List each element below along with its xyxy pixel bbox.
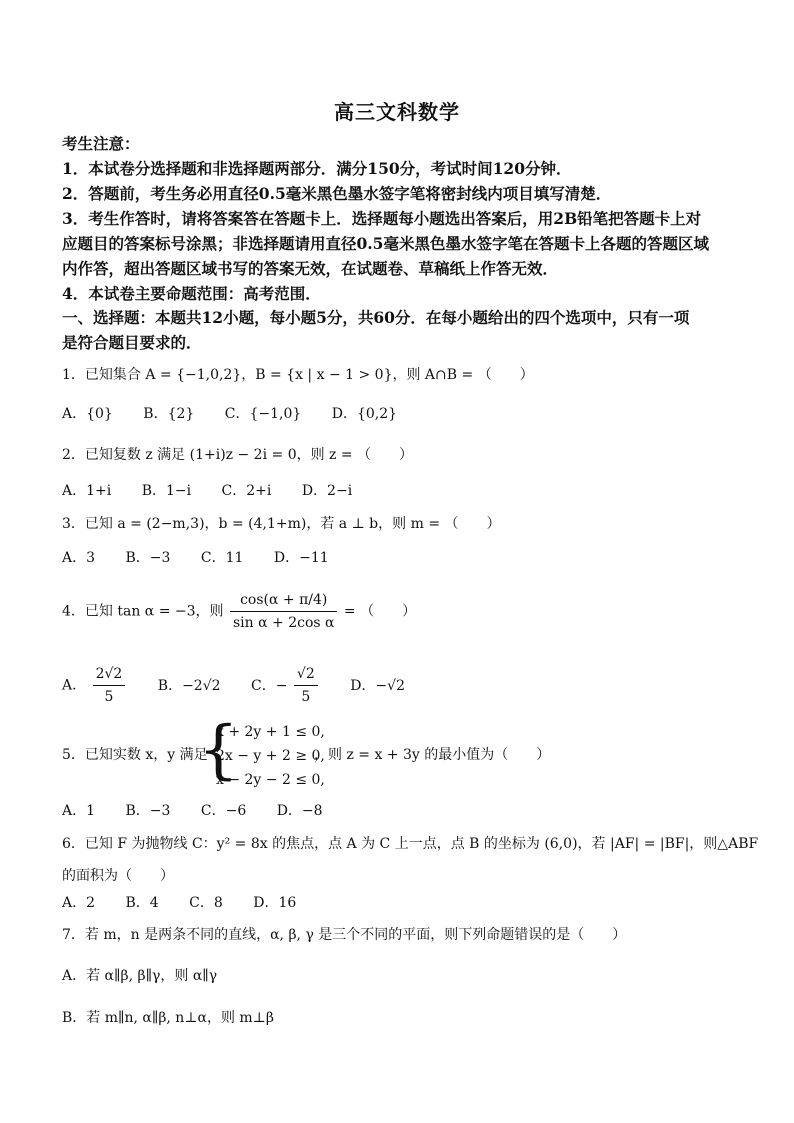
option-a: A．3 — [62, 550, 96, 566]
option-c: C．11 — [200, 550, 244, 566]
option-d: D．−√2 — [350, 677, 405, 694]
question-4-stem-post: = （ ） — [343, 603, 417, 620]
notice-item-4: 4．本试卷主要命题范围：高考范围． — [62, 284, 321, 303]
option-b: B．−3 — [125, 803, 171, 819]
constraint-2: 2x − y + 2 ≥ 0, — [216, 748, 325, 764]
option-d: D．2−i — [301, 483, 353, 499]
question-3-stem: 3．已知 a = (2−m,3)，b = (4,1+m)，若 a ⊥ b，则 m = （ ） — [62, 516, 501, 532]
question-5-stem-post: ，则 z = x + 3y 的最小值为（ ） — [314, 747, 551, 763]
page-title: 高三文科数学 — [334, 100, 460, 124]
option-c: C．8 — [189, 895, 223, 911]
option-b: B．1−i — [141, 483, 192, 499]
question-6-stem: 6．已知 F 为抛物线 C：y² = 8x 的焦点，点 A 为 C 上一点，点 B 的坐标为 (6,0)，若 |AF| = |BF|，则△ABF — [62, 836, 759, 852]
notice-item-3-cont: 应题目的答案标号涂黑；非选择题请用直径0.5毫米黑色墨水签字笔在答题卡上各题的答题区域 — [62, 234, 709, 253]
section-heading-cont: 是符合题目要求的． — [62, 333, 202, 352]
question-2-options — [62, 481, 378, 501]
fraction-numerator: 2√2 — [93, 664, 126, 686]
option-c-label: C．− — [251, 677, 288, 694]
option-d: D．−8 — [276, 803, 323, 819]
constraint-1: x + 2y + 1 ≤ 0, — [216, 724, 325, 740]
option-d: D．{0,2} — [331, 406, 398, 422]
question-1-options — [62, 404, 423, 424]
option-b: B．−2√2 — [157, 677, 221, 694]
option-a: A．1+i — [62, 483, 112, 499]
question-5-stem-pre: 5．已知实数 x，y 满足 — [62, 747, 208, 763]
question-5-options — [62, 801, 349, 821]
option-a-fraction — [93, 664, 126, 707]
question-6-stem-cont: 的面积为（ ） — [62, 868, 174, 884]
option-c: C．2+i — [221, 483, 272, 499]
option-a: A．1 — [62, 803, 96, 819]
fraction-numerator: √2 — [294, 664, 318, 686]
notice-item-2: 2．答题前，考生务必用直径0.5毫米黑色墨水签字笔将密封线内项目填写清楚． — [62, 184, 612, 203]
option-d: D．16 — [253, 895, 297, 911]
option-b: B．−3 — [125, 550, 171, 566]
question-3-options — [62, 548, 355, 568]
notice-item-3: 3．考生作答时，请将答案答在答题卡上．选择题每小题选出答案后，用2B铅笔把答题卡上对 — [62, 209, 702, 228]
constraint-system — [216, 720, 325, 792]
constraint-3: x − 2y − 2 ≤ 0, — [216, 772, 325, 788]
option-d: D．−11 — [273, 550, 329, 566]
fraction-denominator: 5 — [104, 689, 114, 705]
question-7-stem: 7．若 m，n 是两条不同的直线，α, β, γ 是三个不同的平面，则下列命题错误的是（ ） — [62, 927, 627, 943]
option-a: A．2 — [62, 895, 96, 911]
notice-heading: 考生注意： — [62, 134, 140, 153]
option-a: A．{0} — [62, 406, 113, 422]
option-c: C．{−1,0} — [224, 406, 302, 422]
option-a-label: A． — [62, 677, 87, 694]
option-b: B．4 — [125, 895, 159, 911]
option-c: C．−6 — [200, 803, 247, 819]
fraction-denominator: sin α + 2cos α — [232, 615, 335, 631]
question-2-stem: 2．已知复数 z 满足 (1+i)z − 2i = 0，则 z = （ ） — [62, 447, 414, 463]
question-6-options — [62, 893, 322, 913]
question-4-stem-pre: 4．已知 tan α = −3，则 — [62, 603, 224, 620]
system-brace-icon: { — [198, 713, 239, 787]
question-4-stem — [62, 590, 416, 633]
question-1-stem: 1．已知集合 A = {−1,0,2}，B = {x | x − 1 > 0}，则 A∩B = （ ） — [62, 367, 534, 383]
fraction-denominator: 5 — [301, 689, 311, 705]
section-heading: 一、选择题：本题共12小题，每小题5分，共60分．在每小题给出的四个选项中，只有一项 — [62, 308, 690, 327]
notice-item-3-cont2: 内作答，超出答题区域书写的答案无效，在试题卷、草稿纸上作答无效． — [62, 259, 559, 278]
question-4-fraction — [230, 590, 337, 633]
option-c-fraction — [294, 664, 318, 707]
notice-item-1: 1．本试卷分选择题和非选择题两部分．满分150分，考试时间120分钟． — [62, 159, 572, 178]
option-b: B．{2} — [143, 406, 195, 422]
question-7-option-a: A．若 α∥β, β∥γ，则 α∥γ — [62, 968, 218, 984]
fraction-numerator: cos(α + π/4) — [230, 590, 337, 612]
question-7-option-b: B．若 m∥n, α∥β, n⊥α，则 m⊥β — [62, 1010, 274, 1026]
question-4-options — [62, 664, 405, 707]
